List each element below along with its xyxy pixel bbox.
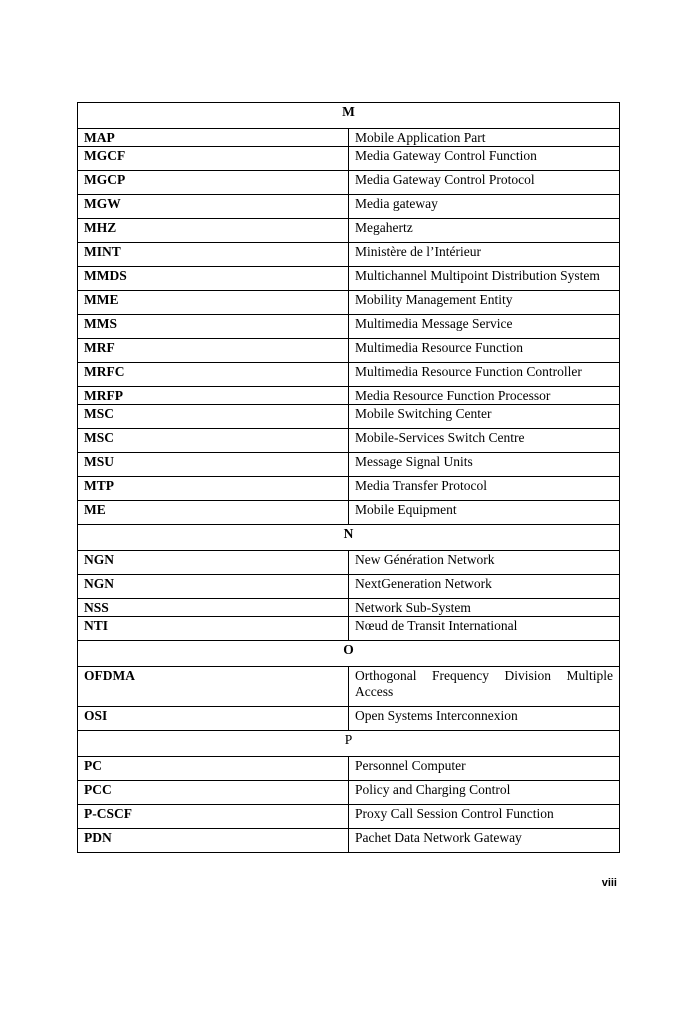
section-header-row: [78, 525, 620, 551]
abbreviation-table-body: [78, 103, 620, 853]
abbreviation-cell: MME: [78, 291, 349, 315]
table-row: [78, 129, 620, 147]
table-row: [78, 147, 620, 171]
abbreviation-cell: ME: [78, 501, 349, 525]
table-row: [78, 219, 620, 243]
expansion-cell: Multimedia Resource Function: [349, 339, 620, 363]
expansion-line: Access: [355, 684, 394, 699]
expansion-cell: NextGeneration Network: [349, 575, 620, 599]
expansion-cell: Message Signal Units: [349, 453, 620, 477]
abbreviation-cell: NSS: [78, 599, 349, 617]
table-row: [78, 757, 620, 781]
section-letter: O: [78, 641, 620, 667]
abbreviation-cell: MMDS: [78, 267, 349, 291]
expansion-cell: New Génération Network: [349, 551, 620, 575]
table-row: [78, 267, 620, 291]
abbreviation-cell: MRF: [78, 339, 349, 363]
expansion-cell: Mobile Application Part: [349, 129, 620, 147]
abbreviation-cell: PCC: [78, 781, 349, 805]
table-row: [78, 781, 620, 805]
section-header-row: [78, 731, 620, 757]
section-header-row: [78, 641, 620, 667]
expansion-cell: Mobile-Services Switch Centre: [349, 429, 620, 453]
table-row: [78, 387, 620, 405]
abbreviation-cell: PDN: [78, 829, 349, 853]
table-row: [78, 477, 620, 501]
table-row: [78, 829, 620, 853]
abbreviation-cell: MAP: [78, 129, 349, 147]
table-row: [78, 291, 620, 315]
abbreviation-table: [77, 102, 620, 853]
expansion-cell: Media Transfer Protocol: [349, 477, 620, 501]
expansion-cell: Open Systems Interconnexion: [349, 707, 620, 731]
table-row: [78, 551, 620, 575]
expansion-cell: Nœud de Transit International: [349, 617, 620, 641]
table-row: [78, 667, 620, 707]
expansion-cell: Megahertz: [349, 219, 620, 243]
table-row: [78, 707, 620, 731]
abbreviation-cell: NGN: [78, 575, 349, 599]
expansion-cell: Multimedia Resource Function Controller: [349, 363, 620, 387]
table-row: [78, 195, 620, 219]
table-row: [78, 339, 620, 363]
expansion-cell: Media Gateway Control Function: [349, 147, 620, 171]
table-row: [78, 429, 620, 453]
expansion-cell: Network Sub-System: [349, 599, 620, 617]
abbreviation-cell: MTP: [78, 477, 349, 501]
abbreviation-cell: OFDMA: [78, 667, 349, 707]
table-row: [78, 575, 620, 599]
section-header-row: [78, 103, 620, 129]
abbreviation-cell: P-CSCF: [78, 805, 349, 829]
table-row: [78, 617, 620, 641]
expansion-line: Orthogonal Frequency Division Multiple: [355, 668, 613, 683]
expansion-cell: Mobility Management Entity: [349, 291, 620, 315]
abbreviation-cell: MSC: [78, 405, 349, 429]
page-number: viii: [601, 877, 617, 889]
table-row: [78, 599, 620, 617]
abbreviation-cell: NTI: [78, 617, 349, 641]
table-row: [78, 805, 620, 829]
abbreviation-cell: PC: [78, 757, 349, 781]
expansion-cell: Pachet Data Network Gateway: [349, 829, 620, 853]
abbreviation-cell: MSC: [78, 429, 349, 453]
expansion-cell: [349, 667, 620, 707]
abbreviation-cell: MINT: [78, 243, 349, 267]
expansion-cell: Multimedia Message Service: [349, 315, 620, 339]
section-letter: N: [78, 525, 620, 551]
expansion-cell: Multichannel Multipoint Distribution System: [349, 267, 620, 291]
table-row: [78, 453, 620, 477]
expansion-cell: Media gateway: [349, 195, 620, 219]
section-letter: M: [78, 103, 620, 129]
table-row: [78, 315, 620, 339]
expansion-cell: Ministère de l’Intérieur: [349, 243, 620, 267]
abbreviation-cell: MHZ: [78, 219, 349, 243]
table-row: [78, 405, 620, 429]
expansion-cell: Media Gateway Control Protocol: [349, 171, 620, 195]
abbreviation-cell: MGW: [78, 195, 349, 219]
table-row: [78, 501, 620, 525]
section-letter: P: [78, 731, 620, 757]
table-row: [78, 243, 620, 267]
expansion-cell: Personnel Computer: [349, 757, 620, 781]
expansion-cell: Mobile Switching Center: [349, 405, 620, 429]
abbreviation-cell: MGCF: [78, 147, 349, 171]
abbreviation-cell: MSU: [78, 453, 349, 477]
abbreviation-cell: MMS: [78, 315, 349, 339]
expansion-cell: Proxy Call Session Control Function: [349, 805, 620, 829]
expansion-cell: Mobile Equipment: [349, 501, 620, 525]
abbreviation-cell: OSI: [78, 707, 349, 731]
expansion-cell: Policy and Charging Control: [349, 781, 620, 805]
abbreviation-cell: MGCP: [78, 171, 349, 195]
abbreviation-cell: MRFP: [78, 387, 349, 405]
table-row: [78, 363, 620, 387]
abbreviation-cell: MRFC: [78, 363, 349, 387]
expansion-cell: Media Resource Function Processor: [349, 387, 620, 405]
abbreviation-cell: NGN: [78, 551, 349, 575]
table-row: [78, 171, 620, 195]
